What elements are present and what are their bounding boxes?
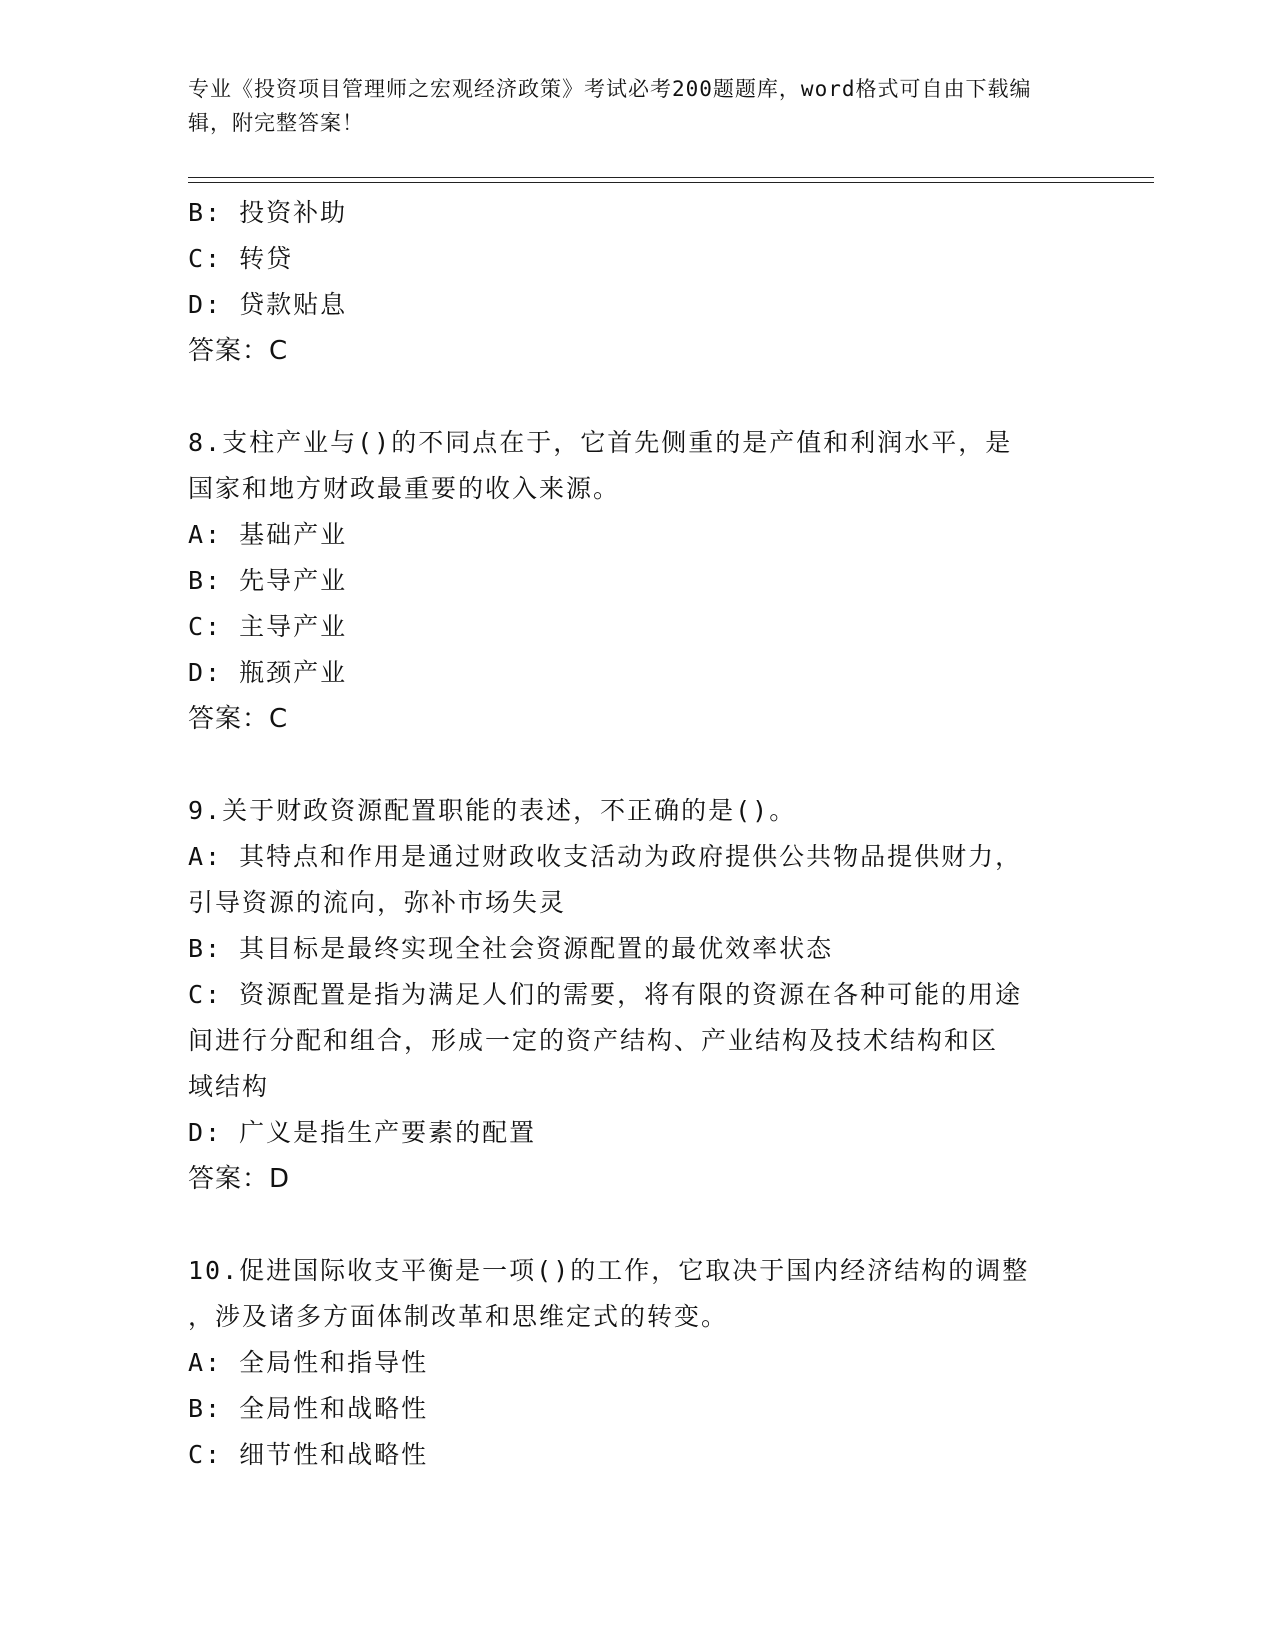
option-d: D: 广义是指生产要素的配置 (188, 1118, 537, 1147)
question-9 (188, 788, 1088, 1202)
question-content (188, 190, 1088, 1478)
option-d: D: 瓶颈产业 (188, 658, 348, 687)
option-c: C: 转贷 (188, 244, 294, 273)
question-stem: ，涉及诸多方面体制改革和思维定式的转变。 (188, 1302, 729, 1331)
answer-line: 答案：D (188, 1164, 291, 1194)
option-a: A: 全局性和指导性 (188, 1348, 429, 1377)
option-c-continued: 域结构 (188, 1072, 270, 1101)
question-10 (188, 1248, 1088, 1478)
option-c: C: 主导产业 (188, 612, 348, 641)
option-b: B: 先导产业 (188, 566, 348, 595)
option-c-continued: 间进行分配和组合，形成一定的资产结构、产业结构及技术结构和区 (188, 1026, 999, 1055)
option-b: B: 全局性和战略性 (188, 1394, 429, 1423)
option-a-continued: 引导资源的流向，弥补市场失灵 (188, 888, 567, 917)
option-a: A: 其特点和作用是通过财政收支活动为政府提供公共物品提供财力， (188, 842, 1023, 871)
option-c: C: 细节性和战略性 (188, 1440, 429, 1469)
option-b: B: 投资补助 (188, 198, 348, 227)
spacer (188, 742, 1088, 788)
header-divider-top (188, 177, 1154, 178)
spacer (188, 1202, 1088, 1248)
header-divider-bottom (188, 182, 1154, 183)
option-b: B: 其目标是最终实现全社会资源配置的最优效率状态 (188, 934, 834, 963)
question-stem: 8.支柱产业与()的不同点在于，它首先侧重的是产值和利润水平，是 (188, 428, 1013, 457)
option-a: A: 基础产业 (188, 520, 348, 549)
question-stem: 9.关于财政资源配置职能的表述，不正确的是()。 (188, 796, 797, 825)
answer-line: 答案：C (188, 336, 289, 366)
answer-line: 答案：C (188, 704, 289, 734)
question-stem: 国家和地方财政最重要的收入来源。 (188, 474, 621, 503)
spacer (188, 374, 1088, 420)
document-header: 专业《投资项目管理师之宏观经济政策》考试必考200题题库，word格式可自由下载编辑，附完整答案！ (188, 77, 1032, 135)
question-7-continued (188, 190, 1088, 374)
question-stem: 10.促进国际收支平衡是一项()的工作，它取决于国内经济结构的调整 (188, 1256, 1030, 1285)
question-8 (188, 420, 1088, 742)
option-d: D: 贷款贴息 (188, 290, 348, 319)
option-c: C: 资源配置是指为满足人们的需要，将有限的资源在各种可能的用途 (188, 980, 1023, 1009)
